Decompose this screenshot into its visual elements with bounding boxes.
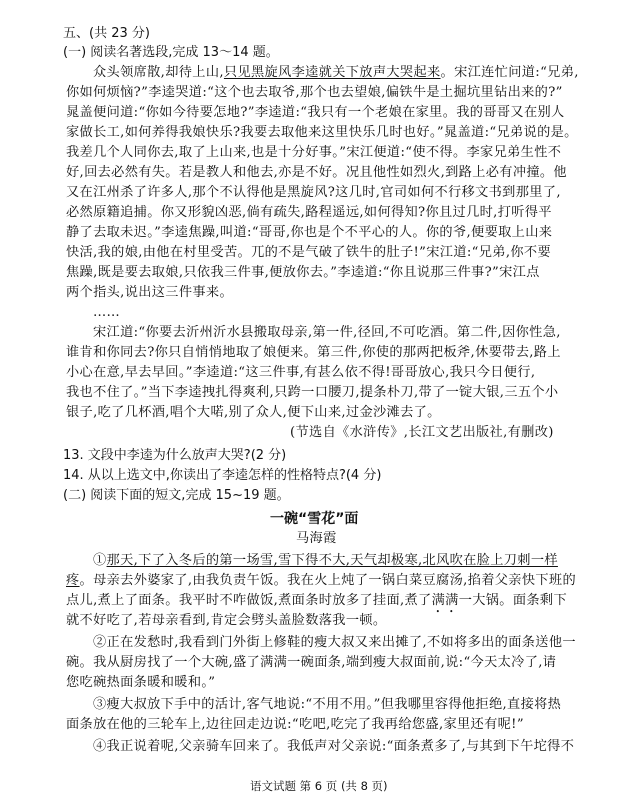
excerpt-text: 众头领席散,却待上山, bbox=[93, 65, 224, 80]
paragraph-number: ① bbox=[93, 553, 107, 568]
essay-line: ④我正说着呢,父亲骑车回来了。我低声对父亲说:“面条煮多了,与其到下午坨得不 bbox=[93, 739, 575, 754]
essay-line: ②正在发愁时,我看到门外街上修鞋的瘦大叔又来出摊了,不如将多出的面条送他一 bbox=[93, 635, 576, 650]
question-14: 14. 从以上选文中,你读出了李逵怎样的性格特点?(4 分) bbox=[63, 468, 382, 483]
underlined-sentence: 只见黑旋风李逵就关下放声大哭起来 bbox=[223, 65, 441, 80]
essay-line: 碗。我从厨房找了一个大碗,盛了满满一碗面条,端到瘦大叔面前,说:“今天太冷了,请 bbox=[66, 655, 557, 670]
excerpt-line: 宋江道:“你要去沂州沂水县搬取母亲,第一件,径回,不可吃酒。第二件,因你性急, bbox=[93, 325, 561, 340]
ellipsis: …… bbox=[93, 305, 121, 320]
excerpt-line: 两个指头,说出这三件事来。 bbox=[66, 285, 233, 300]
section-heading: 五、(共 23 分) bbox=[63, 26, 150, 41]
excerpt-line: 我差几个人同你去,取了上山来,也是十分好事。”宋江便道:“使不得。李家兄弟生性不 bbox=[66, 145, 562, 160]
excerpt-line: 快活,我的娘,由他在村里受苦。兀的不是气破了铁牛的肚子!”宋江道:“兄弟,你不要 bbox=[66, 245, 551, 260]
excerpt-line: 小心在意,早去早回。”李逵道:“这三件事,有甚么依不得!哥哥放心,我只今日便行, bbox=[66, 365, 536, 380]
essay-text: 点儿,煮上了面条。我平时不咋做饭,煮面条时放多了挂面,煮了 bbox=[66, 593, 432, 608]
essay-author: 马海霞 bbox=[296, 531, 337, 546]
excerpt-line: 晁盖便问道:“你如今待要怎地?”李逵道:“我只有一个老娘在家里。我的哥哥又在别人 bbox=[66, 105, 565, 120]
excerpt-line: 又在江州杀了许多人,那个不认得他是黑旋风?这几时,官司如何不行移文书到那里了, bbox=[66, 185, 561, 200]
excerpt-line: 必然原籍追捕。你又形貌凶恶,倘有疏失,路程遥远,如何得知?你且过几时,打听得平 bbox=[66, 205, 552, 220]
essay-line: 您吃碗热面条暖和暖和。” bbox=[66, 675, 216, 690]
essay-title: 一碗“雪花”面 bbox=[270, 511, 359, 527]
essay-line bbox=[66, 573, 576, 589]
emphasized-word: 满满 bbox=[431, 593, 459, 608]
excerpt-line: 谁肯和你同去?你只自悄悄地取了娘便来。第三件,你使的那两把板斧,休要带去,路上 bbox=[66, 345, 561, 360]
excerpt-line: 家做长工,如何养得我娘快乐?我要去取他来这里快乐几时也好。”晁盖道:“兄弟说的是。 bbox=[66, 125, 578, 140]
part1-intro: (一) 阅读名著选段,完成 13～14 题。 bbox=[63, 45, 279, 60]
excerpt-line: 我也不住了。”当下李逵拽扎得爽利,只跨一口腰刀,提条朴刀,带了一锭大银,三五个小 bbox=[66, 385, 559, 400]
excerpt-text: 。宋江连忙问道:“兄弟, bbox=[440, 65, 579, 80]
essay-line: ③瘦大叔放下手中的活计,客气地说:“不用不用。”但我哪里容得他拒绝,直接将热 bbox=[93, 697, 562, 712]
source-citation: (节选自《水浒传》,长江文艺出版社,有删改) bbox=[290, 425, 554, 440]
excerpt-line: 你如何烦恼?”李逵哭道:“这个也去取爷,那个也去望娘,偏铁牛是土掘坑里钻出来的?” bbox=[66, 85, 563, 100]
excerpt-line: 好,回去必然有失。若是教人和他去,亦是不好。况且他性如烈火,到路上必有冲撞。他 bbox=[66, 165, 567, 180]
underlined-sentence: 那天,下了入冬后的第一场雪,雪下得不大,天气却极寒,北风吹在脸上刀刺一样 bbox=[106, 553, 558, 568]
essay-line: 就不好吃了,若母亲看到,肯定会劈头盖脸数落我一顿。 bbox=[66, 613, 387, 628]
excerpt-line: 静了去取未迟。”李逵焦躁,叫道:“哥哥,你也是个不平心的人。你的爷,便要取上山来 bbox=[66, 225, 553, 240]
essay-line bbox=[93, 553, 558, 569]
excerpt-line bbox=[93, 65, 579, 81]
part2-intro: (二) 阅读下面的短文,完成 15~19 题。 bbox=[63, 488, 290, 503]
essay-text: 一大锅。面条剩下 bbox=[458, 593, 567, 608]
page-footer: 语文试题 第 6 页 (共 8 页) bbox=[250, 779, 388, 793]
essay-text: 。母亲去外婆家了,由我负责午饭。我在火上炖了一锅白菜豆腐汤,掐着父亲快下班的 bbox=[79, 573, 576, 588]
underlined-sentence: 疼 bbox=[66, 573, 80, 588]
excerpt-line: 银子,吃了几杯酒,唱个大喏,别了众人,便下山来,过金沙滩去了。 bbox=[66, 405, 441, 420]
essay-line: 面条放在他的三轮车上,边往回走边说:“吃吧,吃完了我再给您盛,家里还有呢!” bbox=[66, 717, 524, 732]
excerpt-line: 焦躁,既是要去取娘,只依我三件事,便放你去。”李逵道:“你且说那三件事?”宋江点 bbox=[66, 265, 540, 280]
question-13: 13. 文段中李逵为什么放声大哭?(2 分) bbox=[63, 448, 287, 463]
